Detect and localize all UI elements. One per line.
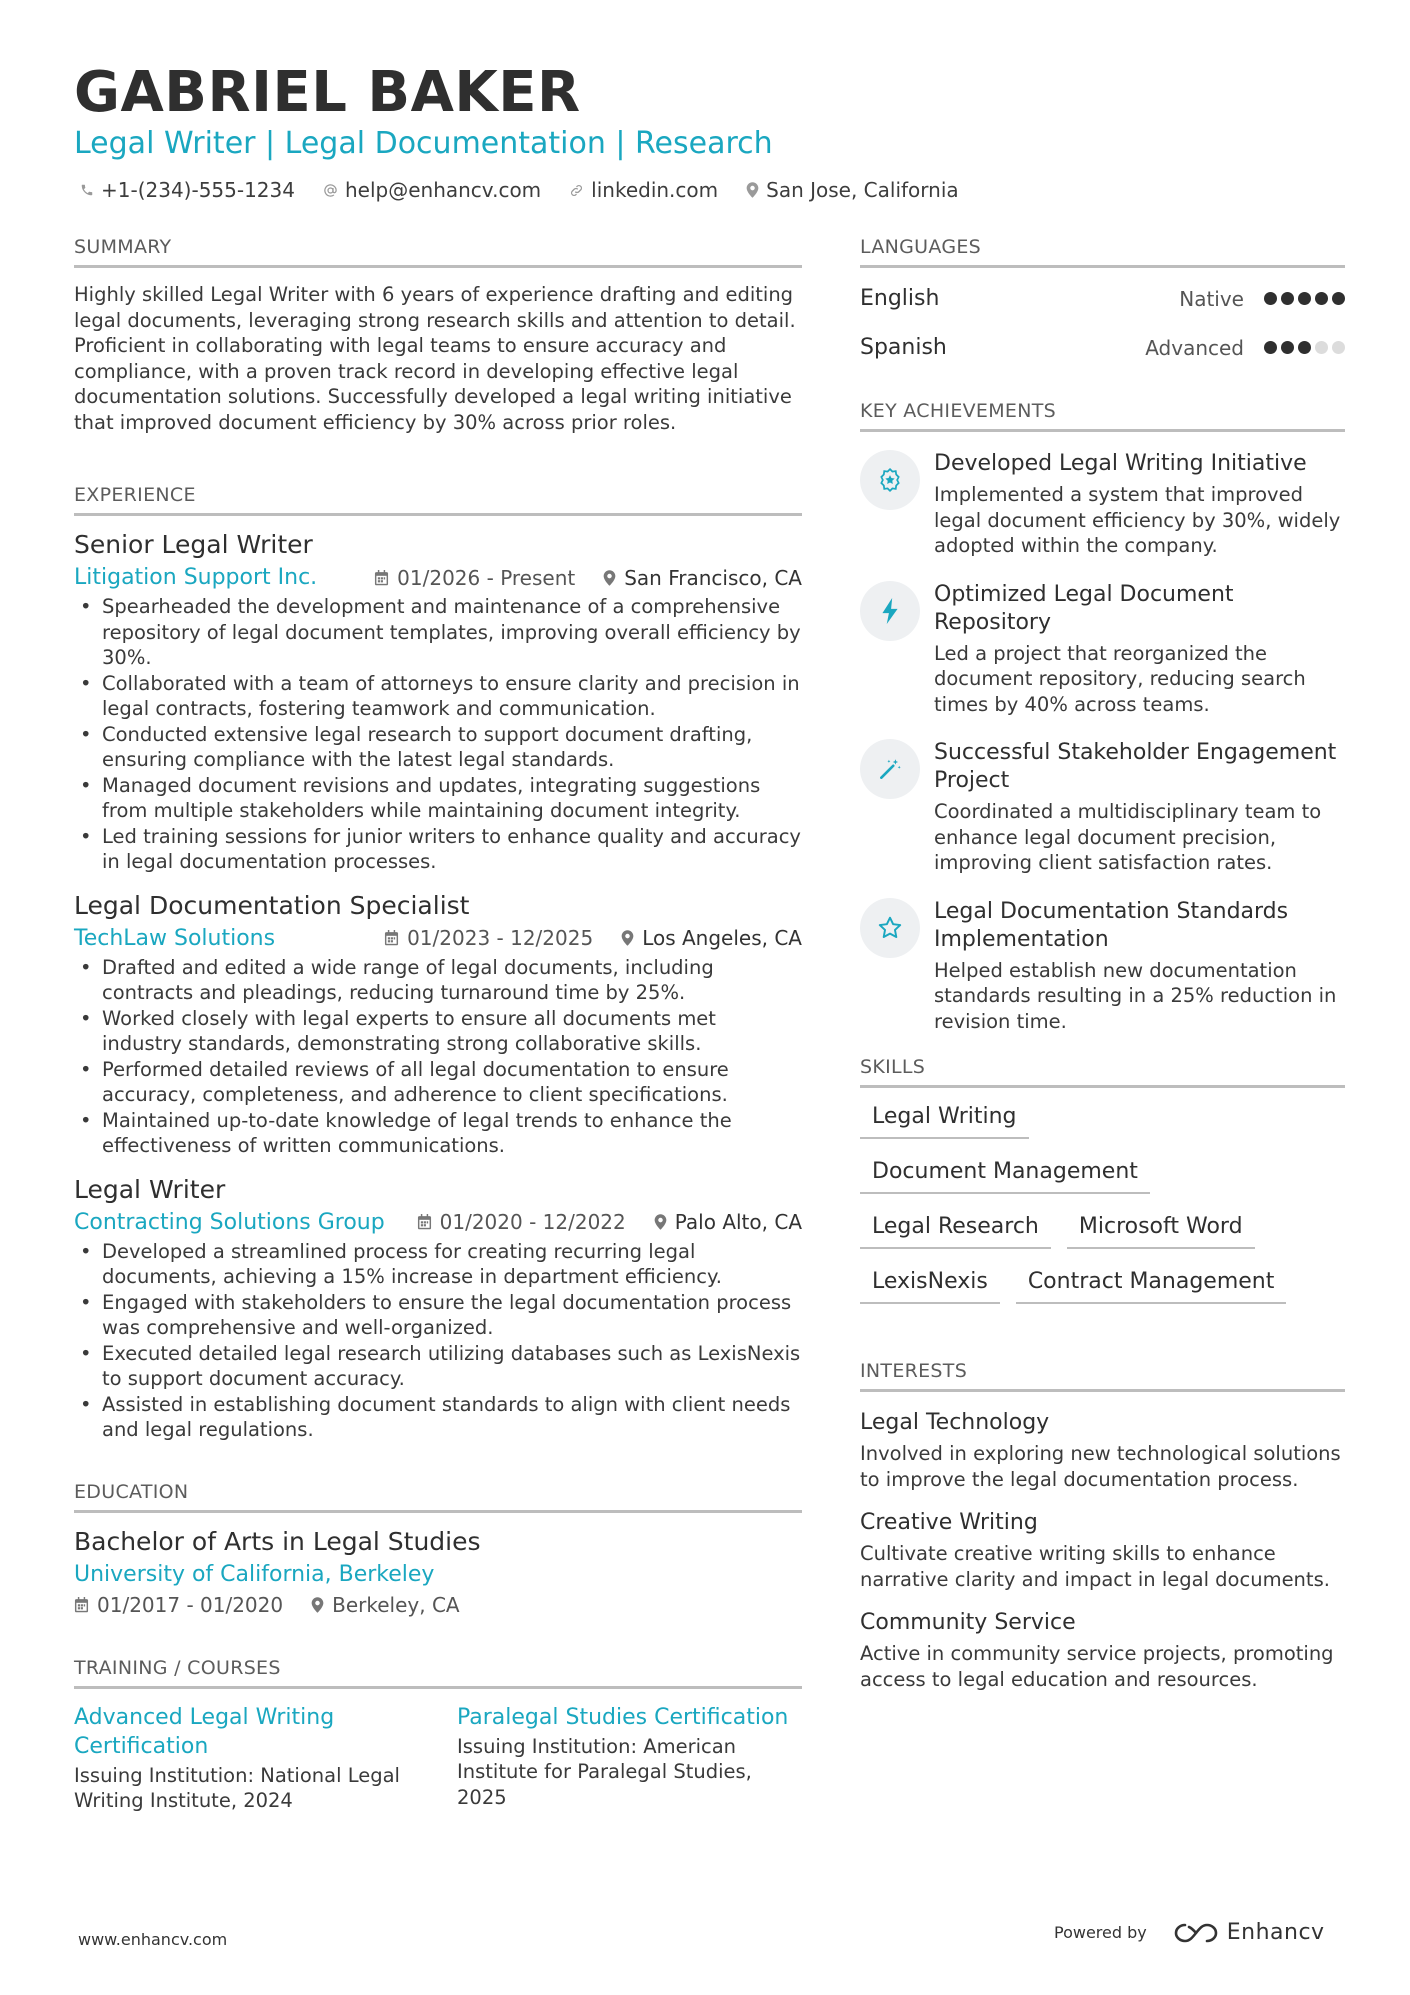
bullet-item: • Assisted in establishing document standards to align with client needs and legal regulations. [74, 1392, 802, 1443]
proficiency-dot-empty [1315, 341, 1328, 354]
proficiency-dot-empty [1332, 341, 1345, 354]
proficiency-dots [1260, 341, 1345, 354]
enhancv-logo-icon [1173, 1921, 1219, 1945]
language-item [860, 274, 1345, 323]
job-entry [74, 1175, 802, 1443]
achievements-section [860, 400, 1345, 1034]
course-item [74, 1703, 414, 1814]
job-location [654, 1210, 802, 1234]
achievement-desc: Helped establish new documentation standards resulting in a 25% reduction in revision time. [934, 958, 1337, 1033]
section-heading: TRAINING / COURSES [74, 1657, 802, 1689]
achievement-title: Legal Documentation Standards Implementation [934, 898, 1289, 952]
skill-tag: Document Management [860, 1153, 1150, 1194]
interest-desc: Active in community service projects, promoting access to legal education and resources. [860, 1642, 1334, 1691]
training-section [74, 1657, 802, 1814]
skill-tag: Legal Writing [860, 1098, 1029, 1139]
language-name: Spanish [860, 335, 947, 360]
interest-title: Creative Writing [860, 1510, 1038, 1535]
interest-desc: Cultivate creative writing skills to enhance narrative clarity and impact in legal documents. [860, 1542, 1330, 1591]
achievement-item [860, 739, 1345, 876]
contact-bar [80, 178, 987, 202]
job-location [603, 566, 802, 590]
summary-text: Highly skilled Legal Writer with 6 years of experience drafting and editing legal documents, leveraging strong research skills and attention to detail. Proficient in collaborating with legal teams to ensure accuracy and compliance, with a proven track record in developing effective legal documentation solutions. Successfully developed a legal writing initiative that improved document efficiency by 30% across prior roles. [74, 283, 796, 434]
proficiency-dot-filled [1332, 292, 1345, 305]
map-pin-icon [654, 1214, 667, 1230]
brand-logo[interactable] [1173, 1920, 1325, 1945]
interest-title: Legal Technology [860, 1410, 1050, 1435]
bullet-item: • Maintained up-to-date knowledge of legal trends to enhance the effectiveness of written communications. [74, 1108, 802, 1159]
languages-section [860, 236, 1345, 372]
linkedin-text: linkedin.com [591, 178, 719, 202]
skill-tag: LexisNexis [860, 1263, 1000, 1304]
interest-title: Community Service [860, 1610, 1076, 1635]
bullet-item: • Developed a streamlined process for creating recurring legal documents, achieving a 15% increase in department efficiency. [74, 1239, 802, 1290]
skill-list [860, 1098, 1345, 1318]
calendar-icon [74, 1597, 89, 1613]
course-item [457, 1703, 802, 1814]
map-pin-icon [746, 182, 759, 198]
at-icon [323, 183, 338, 198]
summary-section [74, 236, 802, 435]
footer-website[interactable]: www.enhancv.com [78, 1930, 228, 1949]
brand-name: Enhancv [1226, 1920, 1325, 1945]
section-heading: INTERESTS [860, 1360, 1345, 1392]
interests-section [860, 1360, 1345, 1692]
course-title: Advanced Legal Writing Certification [74, 1704, 335, 1759]
language-level: Native [1179, 286, 1244, 311]
phone-icon [80, 183, 94, 197]
footer-branding [1054, 1920, 1325, 1945]
bullet-item: • Conducted extensive legal research to support document drafting, ensuring compliance with the latest legal standards. [74, 722, 802, 773]
degree-title: Bachelor of Arts in Legal Studies [74, 1526, 481, 1556]
language-level: Advanced [1145, 335, 1244, 360]
skill-tag: Microsoft Word [1067, 1208, 1255, 1249]
calendar-icon [417, 1214, 432, 1230]
bullet-item: • Drafted and edited a wide range of legal documents, including contracts and pleadings, reducing turnaround time by 25%. [74, 955, 802, 1006]
proficiency-dot-filled [1315, 292, 1328, 305]
interest-item [860, 1510, 1345, 1592]
job-bullets [74, 955, 802, 1159]
education-meta [74, 1593, 802, 1617]
map-pin-icon [621, 930, 634, 946]
course-title: Paralegal Studies Certification [457, 1704, 789, 1730]
interest-item [860, 1410, 1345, 1492]
star-badge-icon [860, 450, 920, 510]
location-text: San Jose, California [766, 178, 959, 202]
job-location [621, 926, 802, 950]
proficiency-dot-filled [1298, 292, 1311, 305]
job-location-text: Los Angeles, CA [642, 926, 802, 950]
education-section [74, 1481, 802, 1617]
job-dates-text: 01/2026 - Present [397, 565, 576, 590]
company-name: Litigation Support Inc. [74, 565, 318, 590]
bullet-item: • Collaborated with a team of attorneys to ensure clarity and precision in legal contracts, fostering teamwork and communication. [74, 671, 802, 722]
bullet-item: • Engaged with stakeholders to ensure the legal documentation process was comprehensive and well-organized. [74, 1290, 802, 1341]
skills-section [860, 1056, 1345, 1318]
job-dates-text: 01/2020 - 12/2022 [439, 1210, 626, 1234]
language-name: English [860, 286, 940, 311]
section-heading: EDUCATION [74, 1481, 802, 1513]
job-dates-text: 01/2023 - 12/2025 [407, 926, 594, 950]
proficiency-dot-filled [1281, 292, 1294, 305]
bullet-item: • Led training sessions for junior writers to enhance quality and accuracy in legal documentation processes. [74, 824, 802, 875]
bullet-item: • Managed document revisions and updates, integrating suggestions from multiple stakeholders while maintaining document integrity. [74, 773, 802, 824]
email-text: help@enhancv.com [344, 178, 542, 202]
job-title: Legal Documentation Specialist [74, 890, 470, 920]
map-pin-icon [311, 1597, 324, 1613]
contact-linkedin[interactable] [569, 178, 718, 202]
bullet-item: • Executed detailed legal research utilizing databases such as LexisNexis to support document accuracy. [74, 1341, 802, 1392]
left-column [74, 236, 802, 1814]
education-location-text: Berkeley, CA [332, 1592, 460, 1617]
skill-tag: Contract Management [1016, 1263, 1287, 1304]
job-title: Legal Writer [74, 1174, 226, 1204]
job-dates [417, 1210, 626, 1234]
job-location-text: Palo Alto, CA [674, 1210, 802, 1234]
company-name: Contracting Solutions Group [74, 1209, 385, 1235]
education-dates [74, 1593, 283, 1617]
job-meta [74, 565, 802, 590]
star-icon [860, 898, 920, 958]
achievement-item [860, 450, 1345, 559]
section-heading: EXPERIENCE [74, 484, 802, 516]
job-meta [74, 926, 802, 951]
course-desc: Issuing Institution: National Legal Writing Institute, 2024 [74, 1763, 400, 1812]
achievement-desc: Implemented a system that improved legal document efficiency by 30%, widely adopted within the company. [934, 483, 1341, 557]
lightning-icon [860, 581, 920, 641]
achievement-title: Successful Stakeholder Engagement Project [934, 740, 1337, 793]
course-desc: Issuing Institution: American Institute for Paralegal Studies, 2025 [457, 1734, 752, 1809]
experience-section [74, 484, 802, 1443]
job-entry [74, 530, 802, 875]
map-pin-icon [603, 570, 616, 586]
proficiency-dots [1260, 292, 1345, 305]
contact-location [746, 178, 959, 202]
section-heading: SUMMARY [74, 236, 802, 268]
magic-wand-icon [860, 739, 920, 799]
bullet-item: • Worked closely with legal experts to ensure all documents met industry standards, demonstrating strong collaborative skills. [74, 1006, 802, 1057]
phone-text: +1-(234)-555-1234 [101, 178, 295, 202]
section-heading: LANGUAGES [860, 236, 1345, 268]
job-location-text: San Francisco, CA [624, 565, 802, 590]
section-heading: KEY ACHIEVEMENTS [860, 400, 1345, 432]
link-icon [569, 183, 584, 198]
achievement-item [860, 581, 1345, 718]
achievement-desc: Coordinated a multidisciplinary team to enhance legal document precision, improving client satisfaction rates. [934, 800, 1322, 874]
course-list [74, 1703, 802, 1814]
calendar-icon [374, 570, 389, 586]
job-dates [374, 566, 575, 590]
proficiency-dot-filled [1298, 341, 1311, 354]
interest-desc: Involved in exploring new technological solutions to improve the legal documentation process. [860, 1442, 1341, 1491]
candidate-title: Legal Writer | Legal Documentation | Research [74, 126, 773, 161]
company-name: TechLaw Solutions [74, 925, 276, 951]
education-location [311, 1593, 459, 1617]
powered-by-label: Powered by [1054, 1923, 1147, 1942]
job-bullets [74, 594, 802, 875]
language-item [860, 323, 1345, 372]
job-entry [74, 891, 802, 1159]
proficiency-dot-filled [1264, 341, 1277, 354]
proficiency-dot-filled [1281, 341, 1294, 354]
bullet-item: • Performed detailed reviews of all legal documentation to ensure accuracy, completeness, and adherence to client specifications. [74, 1057, 802, 1108]
school-name: University of California, Berkeley [74, 1561, 435, 1587]
achievement-item [860, 898, 1345, 1035]
bullet-item: • Spearheaded the development and maintenance of a comprehensive repository of legal document templates, improving overall efficiency by 30%. [74, 594, 802, 671]
contact-email[interactable] [323, 178, 541, 202]
calendar-icon [384, 930, 399, 946]
achievement-title: Developed Legal Writing Initiative [934, 451, 1307, 476]
candidate-name: GABRIEL BAKER [74, 60, 581, 125]
skill-tag: Legal Research [860, 1208, 1051, 1249]
contact-phone[interactable] [80, 178, 295, 202]
achievement-desc: Led a project that reorganized the document repository, reducing search times by 40% across teams. [934, 641, 1306, 716]
achievement-title: Optimized Legal Document Repository [934, 581, 1234, 635]
right-column [860, 236, 1345, 1710]
job-meta [74, 1210, 802, 1235]
interest-item [860, 1610, 1345, 1692]
proficiency-dot-filled [1264, 292, 1277, 305]
section-heading: SKILLS [860, 1056, 1345, 1088]
job-title: Senior Legal Writer [74, 530, 313, 559]
education-dates-text: 01/2017 - 01/2020 [97, 1592, 284, 1617]
job-bullets [74, 1239, 802, 1443]
job-dates [384, 926, 593, 950]
